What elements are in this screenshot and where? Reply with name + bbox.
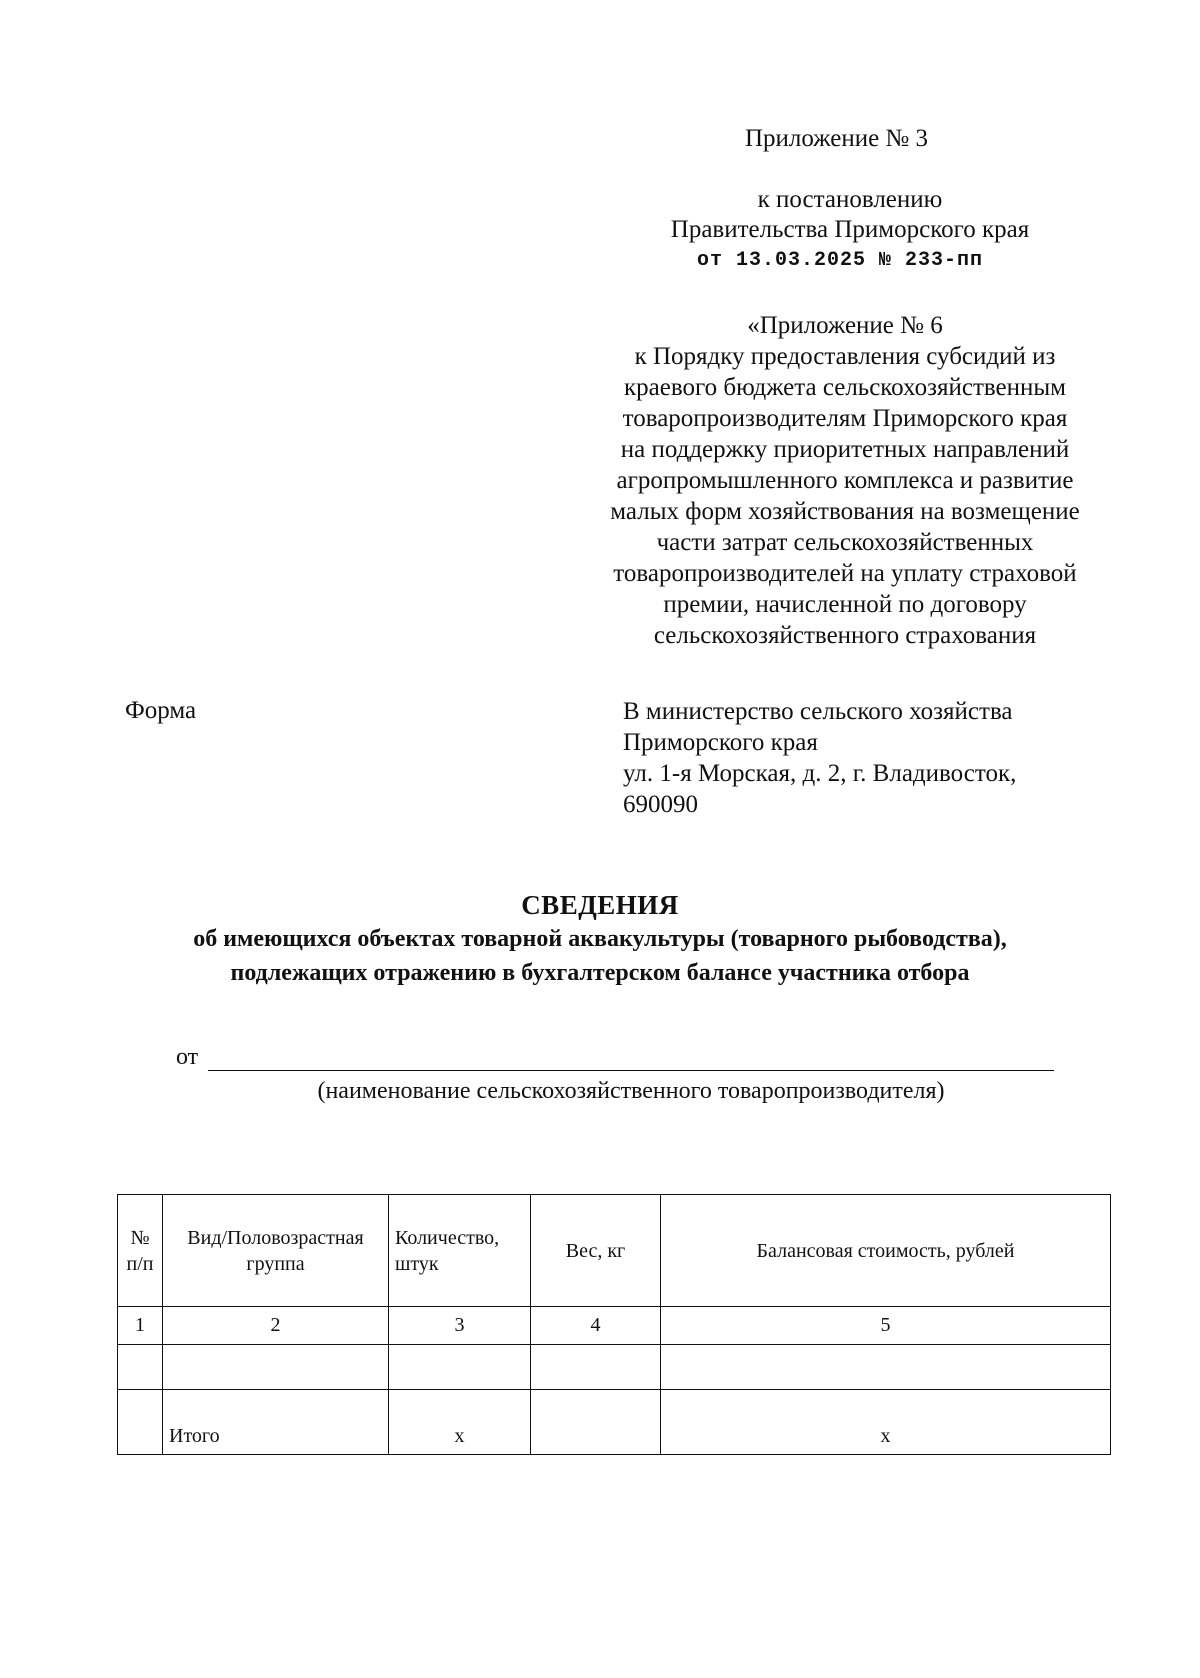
appendix-title: Приложение № 3 bbox=[745, 125, 929, 152]
header-species-group: Вид/Половозрастная группа bbox=[163, 1195, 389, 1307]
addressee-block bbox=[623, 696, 1143, 820]
table-cell[interactable] bbox=[531, 1345, 661, 1390]
addressee-line: 690090 bbox=[623, 791, 698, 818]
header-weight: Вес, кг bbox=[531, 1195, 661, 1307]
header-quantity: Количество, штук bbox=[389, 1195, 531, 1307]
table-cell[interactable] bbox=[661, 1345, 1111, 1390]
header-balance-value: Балансовая стоимость, рублей bbox=[661, 1195, 1111, 1307]
total-value: x bbox=[661, 1390, 1111, 1455]
aquaculture-table bbox=[117, 1194, 1111, 1455]
title-sub-line: об имеющихся объектах товарной аквакультуры (товарного рыбоводства), bbox=[193, 926, 1007, 952]
column-number: 5 bbox=[661, 1307, 1111, 1345]
table-cell[interactable] bbox=[163, 1345, 389, 1390]
annex-line: малых форм хозяйствования на возмещение bbox=[610, 498, 1080, 525]
from-label: от bbox=[176, 1044, 199, 1070]
total-row bbox=[118, 1390, 1111, 1455]
to-decree-block bbox=[640, 185, 1060, 245]
to-decree-line: Правительства Приморского края bbox=[670, 216, 1030, 243]
annex-line: «Приложение № 6 bbox=[747, 312, 943, 339]
title-main: СВЕДЕНИЯ bbox=[521, 890, 679, 920]
header-row-number: № п/п bbox=[118, 1195, 163, 1307]
document-title bbox=[100, 888, 1100, 990]
total-label: Итого bbox=[163, 1390, 389, 1455]
annex-line: сельскохозяйственного страхования bbox=[653, 622, 1037, 649]
decree-number: от 13.03.2025 № 233-пп bbox=[696, 249, 984, 272]
column-number: 2 bbox=[163, 1307, 389, 1345]
producer-name-caption: (наименование сельскохозяйственного товаропроизводителя) bbox=[317, 1078, 945, 1104]
column-number: 3 bbox=[389, 1307, 531, 1345]
annex-line: товаропроизводителям Приморского края bbox=[622, 405, 1068, 432]
title-sub-line: подлежащих отражению в бухгалтерском балансе участника отбора bbox=[230, 960, 970, 986]
column-number: 1 bbox=[118, 1307, 163, 1345]
addressee-line: ул. 1-я Морская, д. 2, г. Владивосток, bbox=[623, 760, 1017, 787]
addressee-line: Приморского края bbox=[623, 729, 818, 756]
annex-line: агропромышленного комплекса и развитие bbox=[616, 467, 1074, 494]
form-label: Форма bbox=[125, 697, 197, 724]
table-header-row bbox=[118, 1195, 1111, 1307]
table-cell[interactable] bbox=[118, 1345, 163, 1390]
annex-line: на поддержку приоритетных направлений bbox=[620, 436, 1070, 463]
addressee-line: В министерство сельского хозяйства bbox=[623, 698, 1013, 725]
annex-line: части затрат сельскохозяйственных bbox=[656, 529, 1034, 556]
to-decree-line: к постановлению bbox=[757, 186, 943, 213]
table-cell[interactable] bbox=[389, 1345, 531, 1390]
table-row bbox=[118, 1345, 1111, 1390]
producer-name-line[interactable] bbox=[208, 1070, 1054, 1071]
annex-block bbox=[575, 310, 1115, 651]
column-number-row bbox=[118, 1307, 1111, 1345]
annex-line: краевого бюджета сельскохозяйственным bbox=[624, 374, 1066, 401]
table-cell bbox=[118, 1390, 163, 1455]
annex-line: к Порядку предоставления субсидий из bbox=[634, 343, 1056, 370]
column-number: 4 bbox=[531, 1307, 661, 1345]
annex-line: товаропроизводителей на уплату страховой bbox=[613, 560, 1077, 587]
total-quantity: x bbox=[389, 1390, 531, 1455]
total-weight[interactable] bbox=[531, 1390, 661, 1455]
annex-line: премии, начисленной по договору bbox=[663, 591, 1027, 618]
